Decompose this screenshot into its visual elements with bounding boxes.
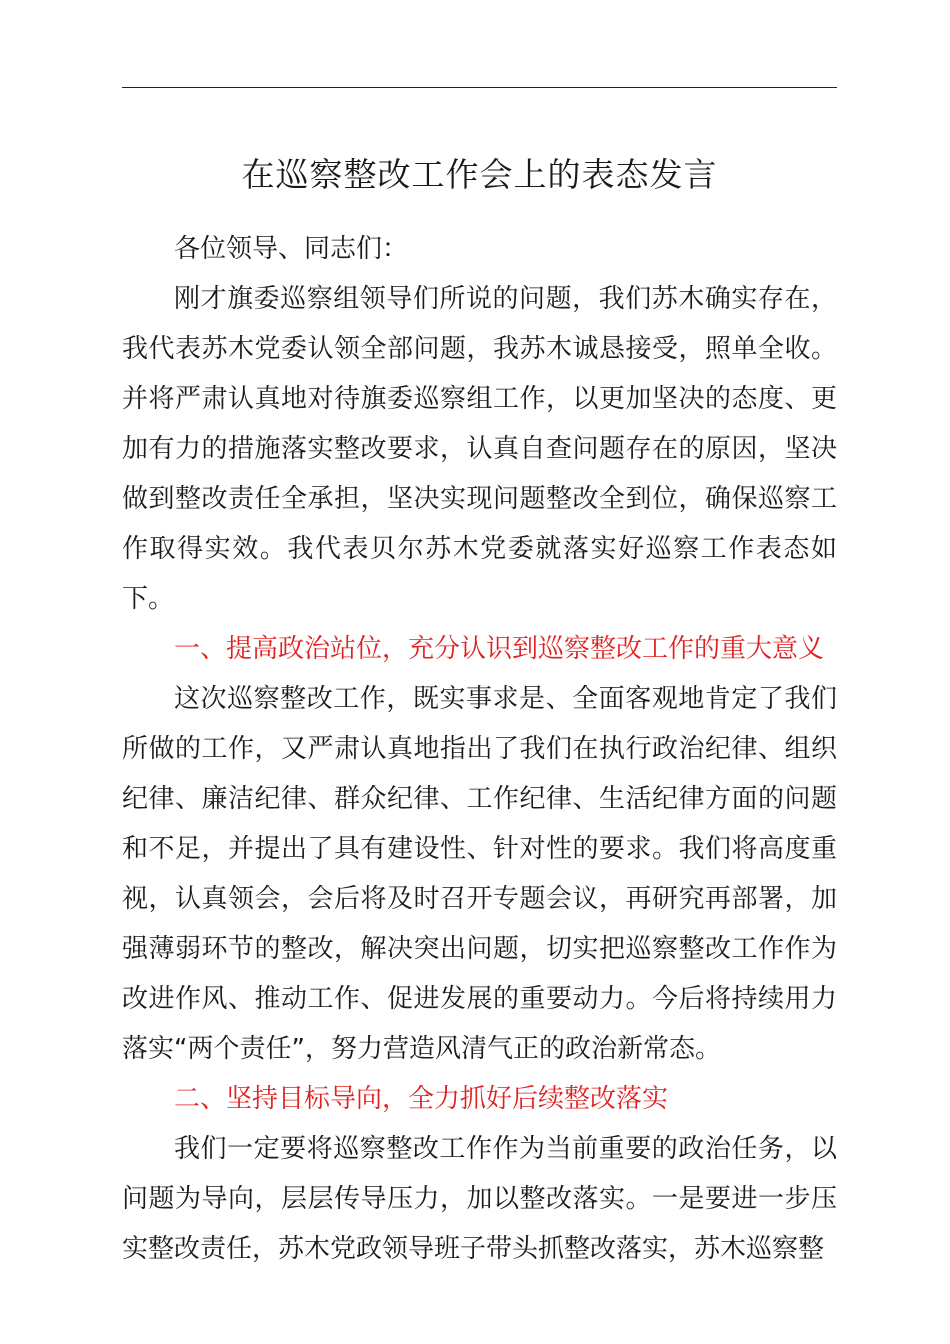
section-body-1: 这次巡察整改工作，既实事求是、全面客观地肯定了我们所做的工作，又严肃认真地指出了我们在执行政治纪律、组织纪律、廉洁纪律、群众纪律、工作纪律、生活纪律方面的问题和不足，并提出了具有建设性、针对性的要求。我们将高度重视，认真领会，会后将及时召开专题会议，再研究再部署，加强薄弱环节的整改，解决突出问题，切实把巡察整改工作作为改进作风、推动工作、促进发展的重要动力。今后将持续用力落实“两个责任”，努力营造风清气正的政治新常态。 [122,684,837,1064]
intro-paragraph: 刚才旗委巡察组领导们所说的问题，我们苏木确实存在，我代表苏木党委认领全部问题，我苏木诚恳接受，照单全收。并将严肃认真地对待旗委巡察组工作，以更加坚决的态度、更加有力的措施落实整改要求，认真自查问题存在的原因，坚决做到整改责任全承担，坚决实现问题整改全到位，确保巡察工作取得实效。我代表贝尔苏木党委就落实好巡察工作表态如下。 [122,284,837,614]
section-heading-1: 一、提高政治站位，充分认识到巡察整改工作的重大意义 [174,634,825,664]
salutation: 各位领导、同志们： [174,234,409,264]
page-title: 在巡察整改工作会上的表态发言 [241,155,718,194]
section-body-2: 我们一定要将巡察整改工作作为当前重要的政治任务，以问题为导向，层层传导压力，加以整改落实。一是要进一步压实整改责任，苏木党政领导班子带头抓整改落实，苏木巡察整 [122,1134,837,1264]
section-heading-2: 二、坚持目标导向，全力抓好后续整改落实 [174,1084,669,1114]
document-body [122,224,837,1274]
header-rule [122,87,837,88]
